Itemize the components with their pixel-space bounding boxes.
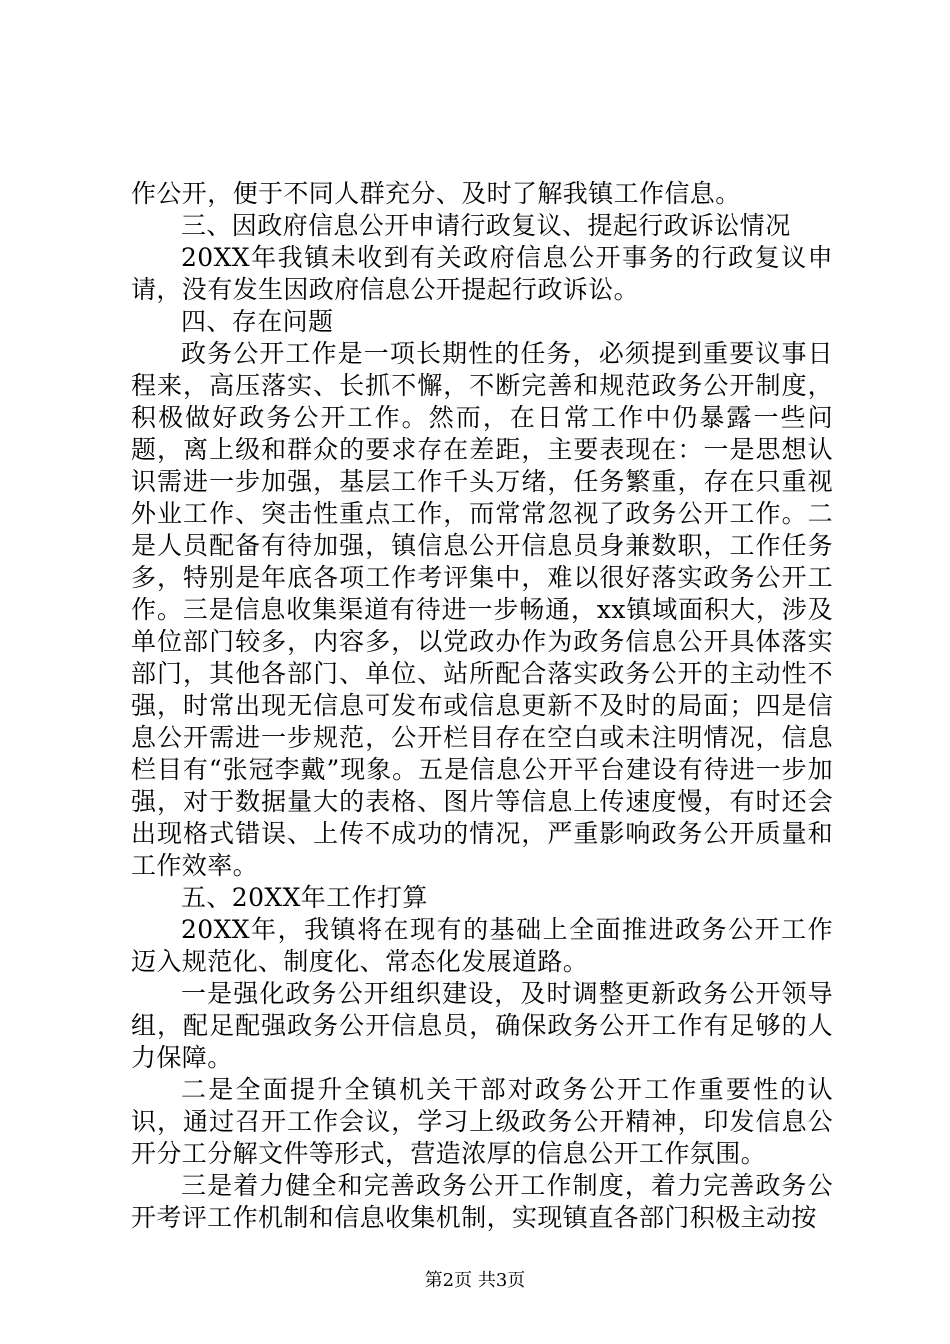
paragraph-appeal-status: 20XX年我镇未收到有关政府信息公开事务的行政复议申请，没有发生因政府信息公开提起行政诉讼。 <box>131 243 833 304</box>
paragraph-plan-3: 三是着力健全和完善政务公开工作制度，着力完善政务公开考评工作机制和信息收集机制，实现镇直各部门积极主动按 <box>131 1171 833 1232</box>
section-heading-5: 五、20XX年工作打算 <box>181 883 428 912</box>
section-heading-3: 三、因政府信息公开申请行政复议、提起行政诉讼情况 <box>181 211 791 240</box>
section-heading-4: 四、存在问题 <box>181 307 334 336</box>
paragraph-continuation: 作公开，便于不同人群充分、及时了解我镇工作信息。 <box>131 179 741 208</box>
paragraph-problems: 政务公开工作是一项长期性的任务，必须提到重要议事日程来，高压落实、长抓不懈，不断完善和规范政务公开制度，积极做好政务公开工作。然而，在日常工作中仍暴露一些问题，离上级和群众的要求存在差距，主要表现在：一是思想认识需进一步加强，基层工作千头万绪，任务繁重，存在只重视外业工作、突击性重点工作，而常常忽视了政务公开工作。二是人员配备有待加强，镇信息公开信息员身兼数职，工作任务多，特别是年底各项工作考评集中，难以很好落实政务公开工作。三是信息收集渠道有待进一步畅通，xx镇域面积大，涉及单位部门较多，内容多，以党政办作为政务信息公开具体落实部门，其他各部门、单位、站所配合落实政务公开的主动性不强，时常出现无信息可发布或信息更新不及时的局面；四是信息公开需进一步规范，公开栏目存在空白或未注明情况，信息栏目有“张冠李戴”现象。五是信息公开平台建设有待进一步加强，对于数据量大的表格、图片等信息上传速度慢，有时还会出现格式错误、上传不成功的情况，严重影响政务公开质量和工作效率。 <box>131 339 833 880</box>
paragraph-plan-1: 一是强化政务公开组织建设，及时调整更新政务公开领导组，配足配强政务公开信息员，确保政务公开工作有足够的人力保障。 <box>131 979 833 1072</box>
paragraph-plan-2: 二是全面提升全镇机关干部对政务公开工作重要性的认识，通过召开工作会议，学习上级政务公开精神，印发信息公开分工分解文件等形式，营造浓厚的信息公开工作氛围。 <box>131 1075 833 1168</box>
paragraph-plan-intro: 20XX年，我镇将在现有的基础上全面推进政务公开工作迈入规范化、制度化、常态化发展道路。 <box>131 915 833 976</box>
page-number: 第2页 共3页 <box>424 1270 526 1291</box>
document-body <box>131 178 833 1234</box>
